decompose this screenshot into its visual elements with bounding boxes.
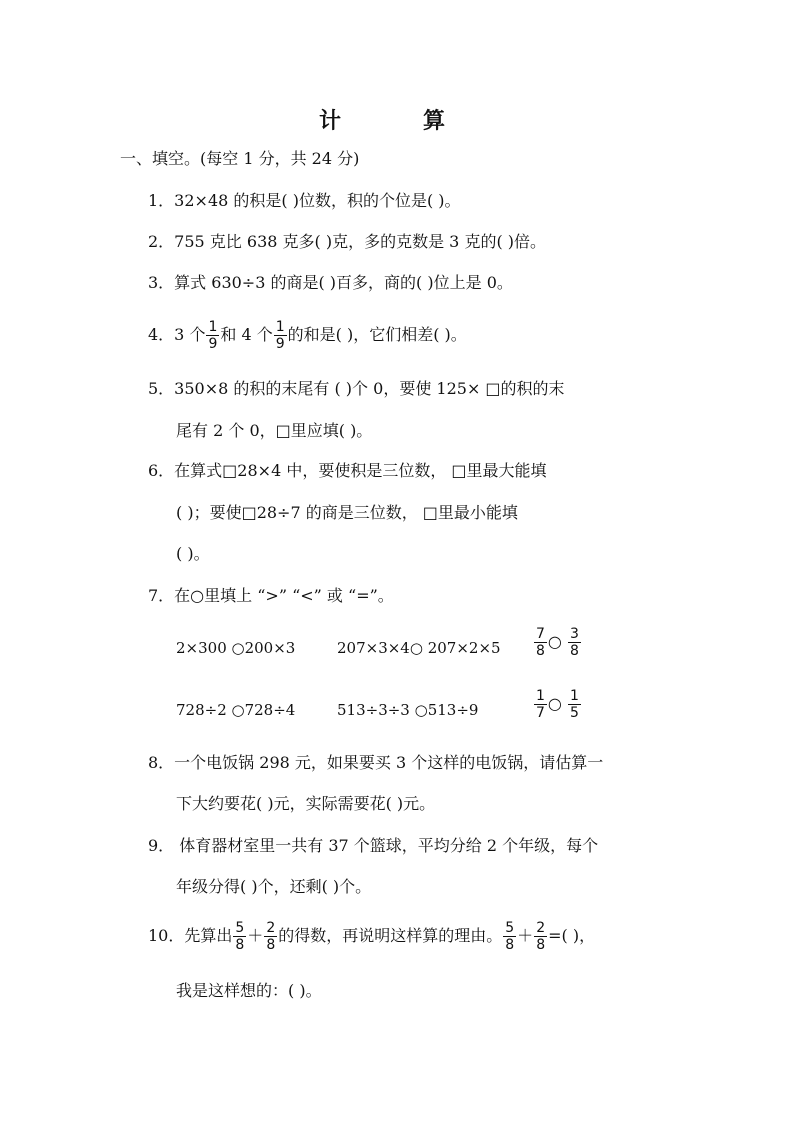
question-6-line-1: 6．在算式□28×4 中，要使积是三位数， □里最大能填	[148, 461, 547, 480]
q10-fraction-4	[534, 920, 547, 953]
q10-frac4-num: 2	[536, 920, 546, 936]
q7-row1-compare-a: 2×300 ○200×3	[176, 639, 296, 657]
q7-row1-fraction-compare	[533, 626, 582, 659]
q4-frac1-den: 9	[208, 336, 218, 352]
q7-row2-frac-left-num: 1	[536, 688, 545, 704]
question-7-instruction: 7．在○里填上 “>” “<” 或 “=”。	[148, 586, 394, 605]
q10-part3: =( )，	[548, 926, 596, 945]
question-6-line-3: ( )。	[176, 544, 210, 563]
question-8-line-2: 下大约要花( )元，实际需要花( )元。	[176, 794, 436, 813]
q7-row2-frac-right-num: 1	[569, 688, 579, 704]
q7-row2-compare-a: 728÷2 ○728÷4	[176, 701, 296, 719]
q10-part2: 的得数，再说明这样算的理由。	[278, 926, 503, 945]
q4-part3: 的和是( )，它们相差( )。	[287, 325, 467, 344]
question-6-line-2: ( )；要使□28÷7 的商是三位数， □里最小能填	[176, 503, 518, 522]
q4-part2: 和 4 个	[220, 325, 273, 344]
q7-row1-frac-right-num: 3	[569, 626, 579, 642]
q4-fraction-2	[274, 319, 287, 352]
q10-frac3-den: 8	[505, 937, 515, 953]
q10-frac2-num: 2	[266, 920, 276, 936]
q7-row2-frac-right-den: 5	[569, 705, 579, 721]
q7-row1-frac-right-den: 8	[569, 643, 579, 659]
question-4	[148, 313, 467, 357]
q7-row2-frac-left-den: 7	[536, 705, 545, 721]
q4-frac2-den: 9	[275, 336, 285, 352]
q10-frac2-den: 8	[266, 937, 276, 953]
q10-fraction-3	[503, 920, 516, 953]
q7-row1-frac-left-num: 7	[536, 626, 545, 642]
q10-plus-2: ＋	[517, 926, 534, 945]
question-2: 2．755 克比 638 克多( )克，多的克数是 3 克的( )倍。	[148, 232, 547, 251]
question-1: 1．32×48 的积是( )位数，积的个位是( )。	[148, 191, 461, 210]
question-3: 3．算式 630÷3 的商是( )百多，商的( )位上是 0。	[148, 273, 513, 292]
q7-row1-compare-circle: ○	[547, 632, 562, 651]
q10-part1: 10．先算出	[148, 926, 233, 945]
question-9-line-1: 9． 体育器材室里一共有 37 个篮球，平均分给 2 个年级，每个	[148, 836, 599, 855]
q4-fraction-1	[206, 319, 219, 352]
question-8-line-1: 8．一个电饭锅 298 元，如果要买 3 个这样的电饭锅，请估算一	[148, 753, 604, 772]
q7-row1-frac-left-den: 8	[536, 643, 545, 659]
q10-frac1-num: 5	[235, 920, 245, 936]
question-10-line-1	[148, 914, 595, 958]
q10-frac1-den: 8	[235, 937, 245, 953]
q4-frac1-num: 1	[208, 319, 218, 335]
page-title: 计 算	[318, 108, 475, 134]
q7-row1-compare-b: 207×3×4○ 207×2×5	[337, 639, 501, 657]
q10-fraction-2	[264, 920, 277, 953]
q7-row2-compare-b: 513÷3÷3 ○513÷9	[337, 701, 479, 719]
question-5-line-2: 尾有 2 个 0，□里应填( )。	[176, 421, 373, 440]
q10-plus-1: ＋	[247, 926, 264, 945]
q7-row1-frac-right	[568, 626, 581, 659]
q4-part1: 4．3 个	[148, 325, 206, 344]
question-9-line-2: 年级分得( )个，还剩( )个。	[176, 877, 372, 896]
q7-row1-frac-left	[534, 626, 547, 659]
q7-row2-fraction-compare	[533, 688, 582, 721]
q7-row2-compare-circle: ○	[547, 694, 562, 713]
q7-row2-frac-left	[534, 688, 547, 721]
section-heading: 一、填空。(每空 1 分，共 24 分)	[120, 149, 360, 168]
q10-frac4-den: 8	[536, 937, 546, 953]
q10-fraction-1	[233, 920, 246, 953]
q7-row2-frac-right	[568, 688, 581, 721]
question-10-line-2: 我是这样想的：( )。	[176, 981, 322, 1000]
question-5-line-1: 5．350×8 的积的末尾有 ( )个 0，要使 125× □的积的末	[148, 379, 565, 398]
q4-frac2-num: 1	[275, 319, 285, 335]
q10-frac3-num: 5	[505, 920, 515, 936]
